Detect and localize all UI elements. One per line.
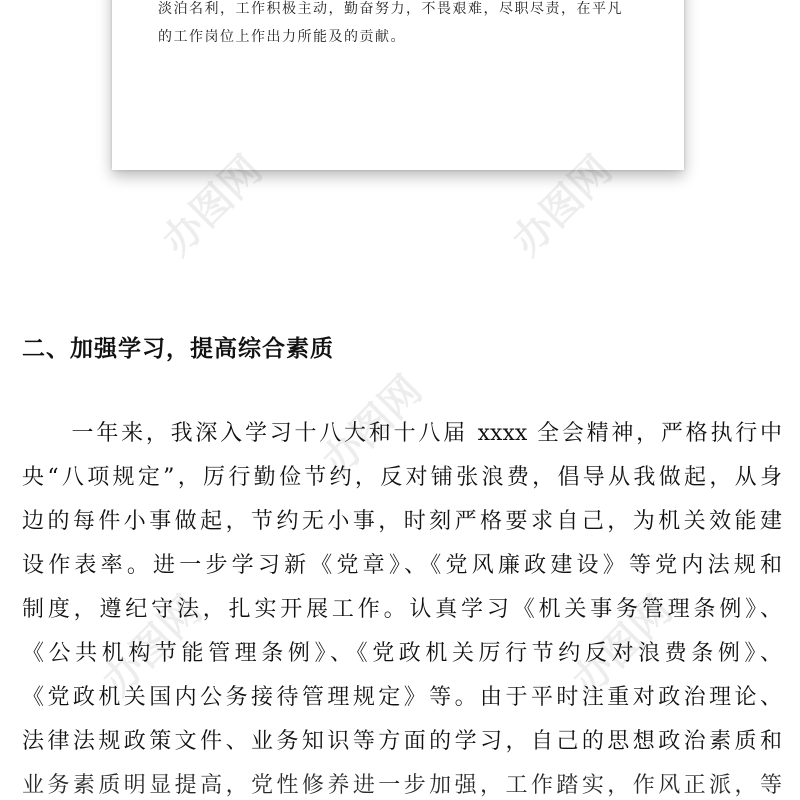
body-paragraph <box>22 412 782 800</box>
watermark: 办图网 <box>503 147 622 265</box>
watermark: 办图网 <box>313 367 432 485</box>
section-heading: 二、加强学习，提高综合素质 <box>22 336 334 362</box>
card-text <box>158 0 648 51</box>
watermark: 办图网 <box>563 587 682 705</box>
card-line: 的工作岗位上作出力所能及的贡献。 <box>158 29 406 45</box>
document-page-preview <box>112 0 684 170</box>
body-line: 《党政机关国内公务接待管理规定》等。由于平时注重对政治理论、 <box>22 685 782 710</box>
watermark: 办图网 <box>93 587 212 705</box>
card-line: 淡泊名利，工作积极主动，勤奋努力，不畏艰难，尽职尽责，在平凡 <box>158 1 623 17</box>
body-line: 边的每件小事做起，节约无小事，时刻严格要求自己，为机关效能建 <box>22 509 782 534</box>
body-line: 央“八项规定”，厉行勤俭节约，反对铺张浪费，倡导从我做起，从身 <box>22 465 782 490</box>
body-line: 设作表率。进一步学习新《党章》、《党风廉政建设》等党内法规和 <box>22 553 782 578</box>
body-line: 《公共机构节能管理条例》、《党政机关厉行节约反对浪费条例》、 <box>22 641 782 666</box>
body-line: 制度，遵纪守法，扎实开展工作。认真学习《机关事务管理条例》、 <box>22 597 782 622</box>
body-line: 一年来，我深入学习十八大和十八届 xxxx 全会精神，严格执行中 <box>22 421 782 446</box>
body-line: 业务素质明显提高，党性修养进一步加强，工作踏实，作风正派，等 <box>22 773 782 798</box>
watermark: 办图网 <box>153 147 272 265</box>
body-line: 法律法规政策文件、业务知识等方面的学习，自己的思想政治素质和 <box>22 729 782 754</box>
